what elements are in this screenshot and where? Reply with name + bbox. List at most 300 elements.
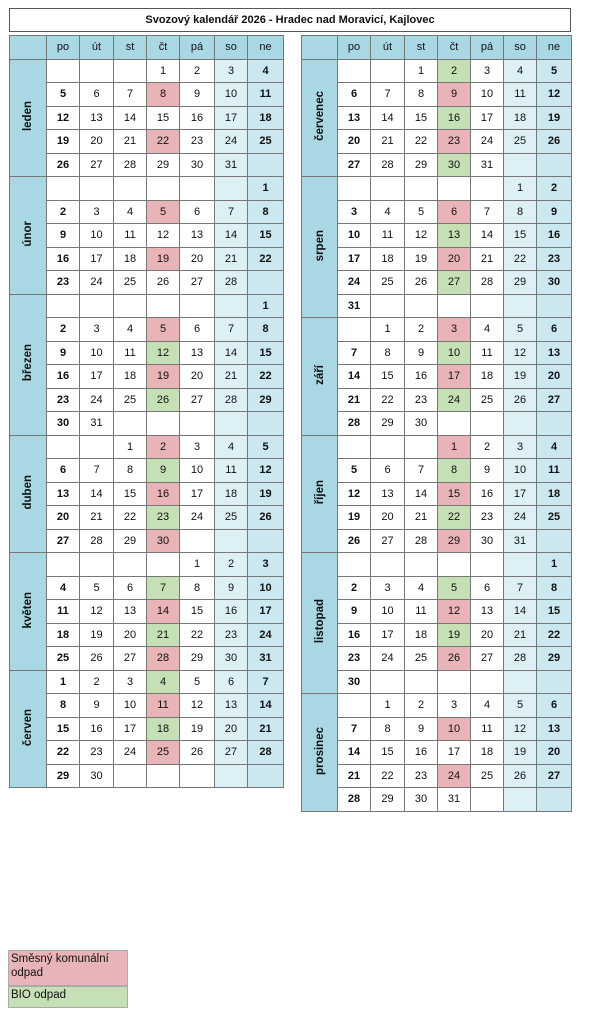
day-cell: 2 — [338, 576, 371, 600]
week-row — [10, 106, 284, 130]
day-cell: 15 — [248, 224, 284, 248]
calendar-right-half — [301, 35, 572, 812]
day-cell: 31 — [338, 294, 371, 318]
day-cell — [371, 435, 405, 459]
day-cell: 15 — [180, 600, 215, 624]
day-cell: 8 — [147, 83, 180, 107]
day-cell: 29 — [114, 529, 147, 553]
day-cell: 26 — [180, 741, 215, 765]
day-cell: 5 — [504, 694, 537, 718]
day-cell — [248, 271, 284, 295]
day-cell: 26 — [405, 271, 438, 295]
day-cell: 24 — [80, 271, 114, 295]
day-cell: 15 — [47, 717, 80, 741]
day-cell — [47, 177, 80, 201]
day-cell: 17 — [215, 106, 248, 130]
week-row — [302, 59, 572, 83]
day-cell: 7 — [114, 83, 147, 107]
weekday-header: so — [504, 36, 537, 60]
day-cell: 10 — [180, 459, 215, 483]
day-cell — [80, 294, 114, 318]
day-cell — [215, 412, 248, 436]
day-cell: 13 — [471, 600, 504, 624]
day-cell: 8 — [405, 83, 438, 107]
month-name: říjen — [313, 480, 326, 505]
day-cell: 17 — [80, 247, 114, 271]
week-row — [302, 247, 572, 271]
week-row — [302, 600, 572, 624]
day-cell: 24 — [80, 388, 114, 412]
day-cell: 3 — [215, 59, 248, 83]
day-cell: 1 — [371, 318, 405, 342]
week-row — [10, 200, 284, 224]
week-row — [302, 271, 572, 295]
day-cell: 3 — [80, 318, 114, 342]
month-name: květen — [22, 591, 34, 628]
day-cell: 27 — [471, 647, 504, 671]
day-cell: 20 — [371, 506, 405, 530]
header-corner — [10, 36, 47, 60]
day-cell: 17 — [180, 482, 215, 506]
day-cell: 5 — [504, 318, 537, 342]
day-cell: 18 — [215, 482, 248, 506]
month-name: prosinec — [313, 726, 326, 775]
day-cell: 3 — [438, 318, 471, 342]
week-row — [302, 412, 572, 436]
month-label — [10, 294, 47, 435]
day-cell: 30 — [47, 412, 80, 436]
day-cell: 2 — [405, 694, 438, 718]
day-cell: 19 — [147, 247, 180, 271]
day-cell: 13 — [438, 224, 471, 248]
day-cell: 29 — [147, 153, 180, 177]
day-cell: 28 — [248, 741, 284, 765]
day-cell: 2 — [438, 59, 471, 83]
day-cell: 12 — [180, 694, 215, 718]
day-cell: 11 — [114, 224, 147, 248]
day-cell: 17 — [114, 717, 147, 741]
day-cell: 30 — [405, 788, 438, 812]
week-row — [10, 271, 284, 295]
day-cell — [504, 670, 537, 694]
day-cell: 14 — [248, 694, 284, 718]
day-cell: 21 — [471, 247, 504, 271]
day-cell: 8 — [371, 717, 405, 741]
day-cell: 24 — [371, 647, 405, 671]
day-cell: 6 — [180, 318, 215, 342]
weekday-header: út — [80, 36, 114, 60]
day-cell: 10 — [504, 459, 537, 483]
week-row — [302, 694, 572, 718]
day-cell: 24 — [114, 741, 147, 765]
day-cell: 27 — [537, 764, 572, 788]
day-cell — [180, 294, 215, 318]
day-cell: 21 — [338, 388, 371, 412]
day-cell — [180, 412, 215, 436]
week-row — [10, 764, 284, 788]
day-cell — [114, 177, 147, 201]
month-label — [302, 694, 338, 812]
day-cell — [471, 788, 504, 812]
day-cell: 4 — [371, 200, 405, 224]
day-cell: 7 — [371, 83, 405, 107]
day-cell: 26 — [147, 271, 180, 295]
day-cell: 2 — [80, 670, 114, 694]
day-cell: 9 — [537, 200, 572, 224]
day-cell: 14 — [405, 482, 438, 506]
week-row — [10, 623, 284, 647]
week-row — [10, 224, 284, 248]
day-cell: 17 — [248, 600, 284, 624]
day-cell: 27 — [537, 388, 572, 412]
day-cell — [438, 670, 471, 694]
day-cell: 24 — [215, 130, 248, 154]
day-cell: 25 — [248, 130, 284, 154]
day-cell — [338, 435, 371, 459]
day-cell: 22 — [114, 506, 147, 530]
day-cell: 12 — [405, 224, 438, 248]
month-name: únor — [22, 220, 34, 247]
day-cell: 19 — [47, 130, 80, 154]
day-cell — [114, 59, 147, 83]
day-cell: 6 — [180, 200, 215, 224]
day-cell: 5 — [338, 459, 371, 483]
day-cell: 29 — [537, 647, 572, 671]
day-cell — [405, 553, 438, 577]
calendar-title: Svozový kalendář 2026 - Hradec nad Moravicí, Kajlovec — [9, 8, 571, 32]
day-cell: 18 — [47, 623, 80, 647]
week-row — [10, 177, 284, 201]
week-row — [302, 365, 572, 389]
day-cell: 8 — [180, 576, 215, 600]
day-cell: 11 — [215, 459, 248, 483]
day-cell: 28 — [338, 412, 371, 436]
weekday-header: so — [215, 36, 248, 60]
day-cell — [215, 294, 248, 318]
day-cell — [405, 670, 438, 694]
weekday-header-row — [10, 36, 284, 60]
day-cell — [471, 553, 504, 577]
day-cell: 12 — [504, 717, 537, 741]
day-cell: 8 — [47, 694, 80, 718]
day-cell: 20 — [114, 623, 147, 647]
week-row — [10, 412, 284, 436]
day-cell: 14 — [371, 106, 405, 130]
day-cell: 25 — [471, 388, 504, 412]
day-cell: 7 — [504, 576, 537, 600]
day-cell: 25 — [471, 764, 504, 788]
day-cell: 22 — [248, 247, 284, 271]
day-cell: 3 — [80, 200, 114, 224]
day-cell: 16 — [180, 106, 215, 130]
week-row — [10, 670, 284, 694]
day-cell: 14 — [80, 482, 114, 506]
week-row — [302, 153, 572, 177]
day-cell: 28 — [471, 271, 504, 295]
day-cell: 4 — [471, 694, 504, 718]
day-cell: 22 — [537, 623, 572, 647]
day-cell: 1 — [405, 59, 438, 83]
day-cell: 18 — [405, 623, 438, 647]
day-cell: 11 — [114, 341, 147, 365]
day-cell: 21 — [248, 717, 284, 741]
day-cell: 9 — [338, 600, 371, 624]
day-cell — [438, 412, 471, 436]
weekday-header: po — [47, 36, 80, 60]
day-cell: 19 — [80, 623, 114, 647]
day-cell — [471, 177, 504, 201]
day-cell: 22 — [438, 506, 471, 530]
day-cell: 14 — [114, 106, 147, 130]
day-cell: 4 — [47, 576, 80, 600]
day-cell: 5 — [537, 59, 572, 83]
day-cell — [471, 670, 504, 694]
day-cell: 11 — [147, 694, 180, 718]
day-cell — [371, 177, 405, 201]
day-cell: 16 — [338, 623, 371, 647]
day-cell: 27 — [180, 388, 215, 412]
day-cell: 13 — [215, 694, 248, 718]
day-cell — [248, 412, 284, 436]
day-cell — [215, 764, 248, 788]
day-cell: 25 — [405, 647, 438, 671]
day-cell: 10 — [215, 83, 248, 107]
day-cell: 20 — [537, 365, 572, 389]
day-cell — [215, 529, 248, 553]
day-cell: 12 — [537, 83, 572, 107]
week-row — [10, 365, 284, 389]
day-cell: 31 — [504, 529, 537, 553]
day-cell: 6 — [537, 694, 572, 718]
day-cell: 12 — [248, 459, 284, 483]
day-cell — [47, 59, 80, 83]
day-cell: 19 — [504, 365, 537, 389]
day-cell: 31 — [471, 153, 504, 177]
day-cell: 22 — [371, 388, 405, 412]
day-cell: 30 — [338, 670, 371, 694]
day-cell: 10 — [371, 600, 405, 624]
day-cell: 16 — [405, 365, 438, 389]
day-cell: 5 — [248, 435, 284, 459]
day-cell: 1 — [47, 670, 80, 694]
day-cell: 13 — [338, 106, 371, 130]
day-cell: 9 — [47, 224, 80, 248]
week-row — [10, 459, 284, 483]
day-cell: 21 — [215, 365, 248, 389]
day-cell: 30 — [405, 412, 438, 436]
day-cell: 23 — [147, 506, 180, 530]
day-cell: 5 — [147, 318, 180, 342]
day-cell: 11 — [405, 600, 438, 624]
day-cell: 25 — [147, 741, 180, 765]
month-label — [10, 177, 47, 295]
day-cell: 30 — [147, 529, 180, 553]
day-cell: 27 — [438, 271, 471, 295]
week-row — [10, 435, 284, 459]
day-cell: 19 — [180, 717, 215, 741]
day-cell: 11 — [471, 717, 504, 741]
day-cell: 28 — [147, 647, 180, 671]
day-cell: 1 — [180, 553, 215, 577]
day-cell: 1 — [537, 553, 572, 577]
day-cell: 7 — [405, 459, 438, 483]
day-cell: 31 — [80, 412, 114, 436]
day-cell: 15 — [504, 224, 537, 248]
day-cell: 13 — [371, 482, 405, 506]
day-cell — [114, 553, 147, 577]
day-cell: 6 — [215, 670, 248, 694]
day-cell: 21 — [405, 506, 438, 530]
day-cell: 17 — [471, 106, 504, 130]
day-cell — [438, 294, 471, 318]
week-row — [302, 670, 572, 694]
month-label — [10, 670, 47, 788]
day-cell: 28 — [405, 529, 438, 553]
day-cell — [338, 694, 371, 718]
week-row — [10, 83, 284, 107]
day-cell: 5 — [405, 200, 438, 224]
calendar-left-half — [9, 35, 284, 788]
day-cell: 4 — [537, 435, 572, 459]
day-cell: 3 — [504, 435, 537, 459]
day-cell: 25 — [114, 388, 147, 412]
day-cell — [338, 59, 371, 83]
day-cell: 30 — [438, 153, 471, 177]
week-row — [10, 717, 284, 741]
day-cell: 11 — [537, 459, 572, 483]
day-cell: 26 — [338, 529, 371, 553]
day-cell: 29 — [504, 271, 537, 295]
day-cell: 2 — [147, 435, 180, 459]
week-row — [302, 459, 572, 483]
day-cell: 5 — [80, 576, 114, 600]
month-label — [302, 318, 338, 436]
day-cell — [371, 553, 405, 577]
day-cell: 29 — [248, 388, 284, 412]
day-cell: 1 — [248, 177, 284, 201]
day-cell: 20 — [471, 623, 504, 647]
day-cell: 29 — [47, 764, 80, 788]
month-label — [10, 435, 47, 553]
day-cell — [80, 553, 114, 577]
day-cell — [47, 294, 80, 318]
day-cell: 20 — [80, 130, 114, 154]
day-cell: 12 — [47, 106, 80, 130]
day-cell: 21 — [147, 623, 180, 647]
day-cell — [80, 177, 114, 201]
day-cell — [438, 177, 471, 201]
day-cell: 23 — [471, 506, 504, 530]
day-cell: 20 — [215, 717, 248, 741]
day-cell: 24 — [504, 506, 537, 530]
day-cell — [248, 764, 284, 788]
day-cell: 10 — [438, 341, 471, 365]
week-row — [10, 153, 284, 177]
day-cell: 16 — [80, 717, 114, 741]
day-cell: 12 — [80, 600, 114, 624]
header-corner — [302, 36, 338, 60]
day-cell: 6 — [371, 459, 405, 483]
day-cell: 6 — [438, 200, 471, 224]
day-cell: 28 — [504, 647, 537, 671]
day-cell — [471, 294, 504, 318]
day-cell — [147, 553, 180, 577]
week-row — [302, 741, 572, 765]
month-label — [302, 177, 338, 318]
day-cell: 17 — [80, 365, 114, 389]
day-cell: 7 — [215, 318, 248, 342]
weekday-header: čt — [438, 36, 471, 60]
day-cell: 2 — [215, 553, 248, 577]
day-cell: 16 — [47, 247, 80, 271]
month-name: leden — [22, 101, 34, 132]
day-cell — [371, 294, 405, 318]
day-cell: 23 — [537, 247, 572, 271]
week-row — [302, 318, 572, 342]
day-cell: 21 — [114, 130, 147, 154]
day-cell: 18 — [471, 741, 504, 765]
day-cell: 22 — [371, 764, 405, 788]
day-cell — [147, 177, 180, 201]
day-cell — [537, 153, 572, 177]
day-cell: 26 — [47, 153, 80, 177]
day-cell: 25 — [114, 271, 147, 295]
day-cell: 23 — [405, 388, 438, 412]
day-cell: 29 — [405, 153, 438, 177]
day-cell — [338, 177, 371, 201]
day-cell — [215, 177, 248, 201]
day-cell: 10 — [248, 576, 284, 600]
day-cell: 6 — [80, 83, 114, 107]
day-cell: 12 — [147, 341, 180, 365]
day-cell — [147, 764, 180, 788]
day-cell — [47, 435, 80, 459]
day-cell — [180, 764, 215, 788]
week-row — [302, 717, 572, 741]
day-cell — [537, 529, 572, 553]
week-row — [302, 200, 572, 224]
day-cell — [147, 294, 180, 318]
day-cell: 22 — [147, 130, 180, 154]
week-row — [302, 623, 572, 647]
day-cell: 23 — [338, 647, 371, 671]
month-label — [302, 59, 338, 177]
day-cell: 26 — [248, 506, 284, 530]
day-cell: 28 — [371, 153, 405, 177]
day-cell: 13 — [47, 482, 80, 506]
day-cell: 21 — [338, 764, 371, 788]
day-cell: 11 — [504, 83, 537, 107]
day-cell: 4 — [405, 576, 438, 600]
day-cell: 8 — [438, 459, 471, 483]
day-cell: 13 — [114, 600, 147, 624]
day-cell: 23 — [80, 741, 114, 765]
day-cell: 9 — [405, 717, 438, 741]
day-cell: 22 — [405, 130, 438, 154]
day-cell: 25 — [371, 271, 405, 295]
day-cell: 17 — [371, 623, 405, 647]
day-cell: 23 — [438, 130, 471, 154]
day-cell — [180, 529, 215, 553]
day-cell: 5 — [180, 670, 215, 694]
day-cell: 25 — [537, 506, 572, 530]
day-cell: 1 — [504, 177, 537, 201]
month-name: červenec — [313, 91, 326, 142]
day-cell: 24 — [471, 130, 504, 154]
day-cell: 14 — [215, 224, 248, 248]
day-cell: 20 — [338, 130, 371, 154]
day-cell: 14 — [504, 600, 537, 624]
